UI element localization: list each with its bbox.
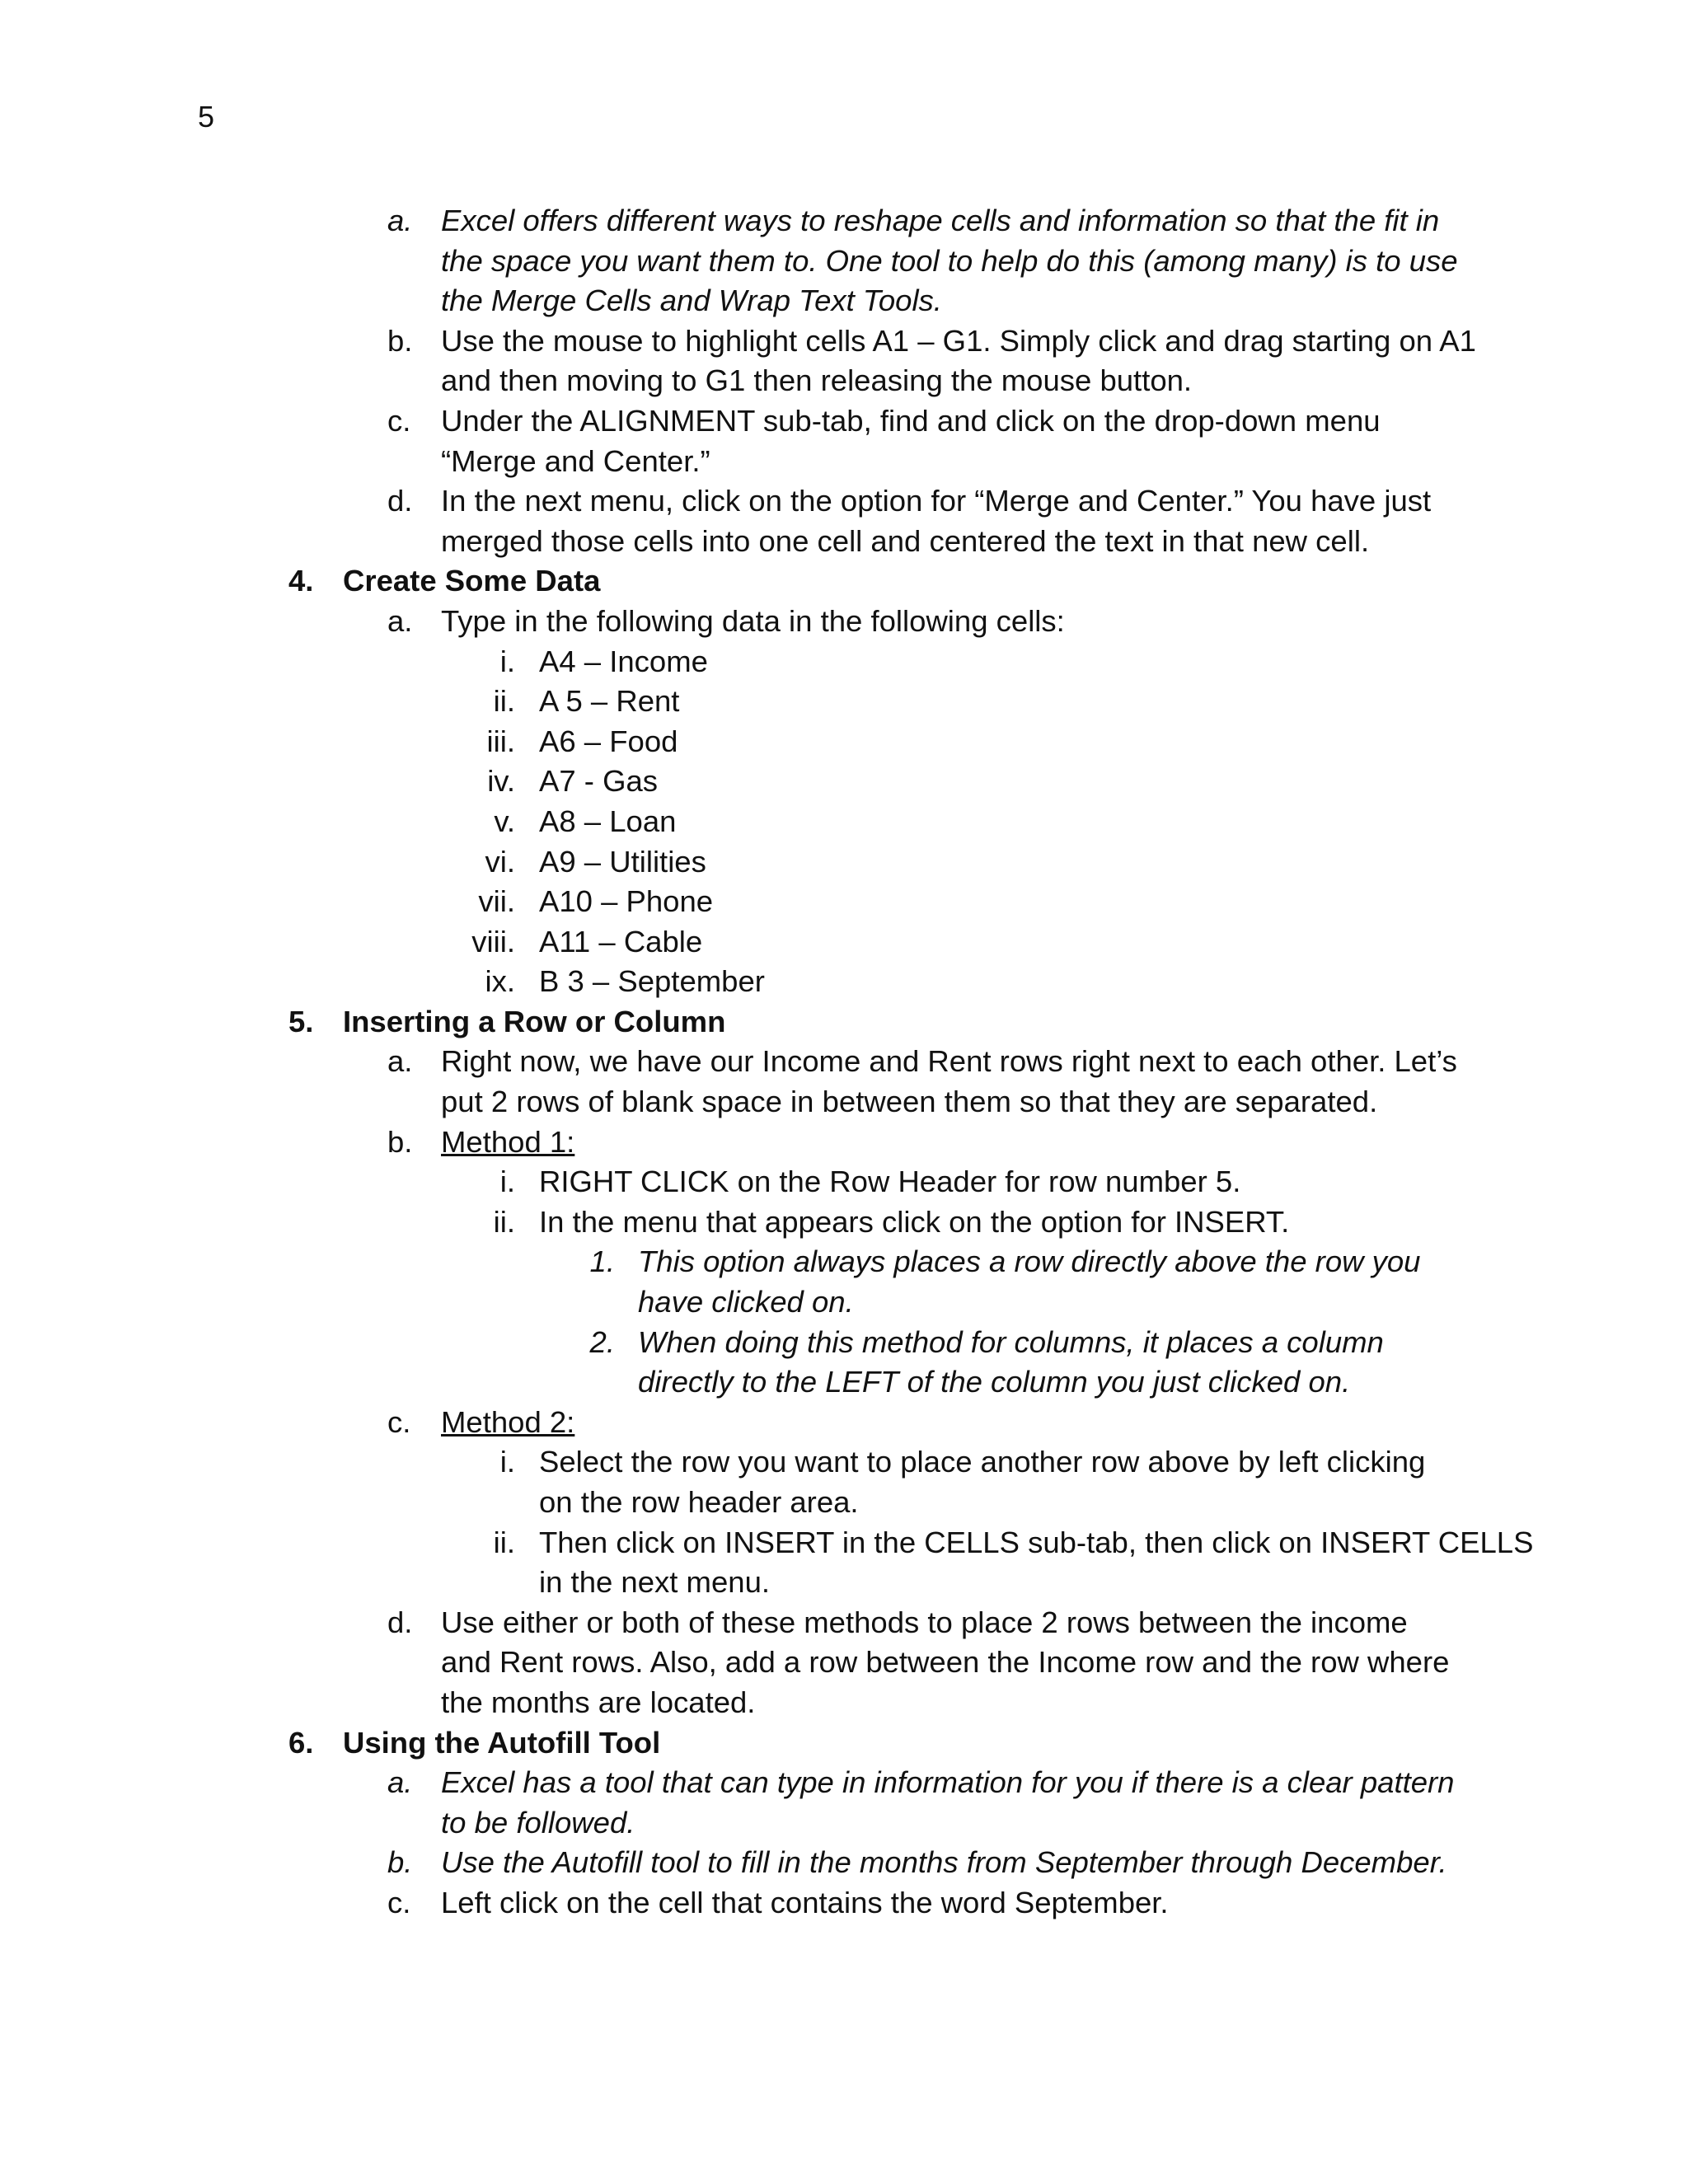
- document-line: [0, 1803, 1688, 1844]
- list-item-text: and Rent rows. Also, add a row between the Income row and the row where: [441, 1645, 1450, 1680]
- list-item-text: B 3 – September: [539, 964, 765, 999]
- list-marker: ix.: [485, 964, 515, 999]
- list-item-text: In the menu that appears click on the option for INSERT.: [539, 1204, 1290, 1239]
- document-line: [0, 201, 1688, 241]
- list-item-text: directly to the LEFT of the column you just clicked on.: [638, 1365, 1351, 1399]
- list-marker: ii.: [493, 684, 515, 719]
- list-item-text: Left click on the cell that contains the word September.: [441, 1885, 1169, 1919]
- list-item-text: have clicked on.: [638, 1285, 854, 1319]
- list-marker: a.: [387, 204, 413, 237]
- list-item-text: A7 - Gas: [539, 764, 659, 799]
- document-line: [0, 722, 1688, 762]
- list-item-text: Right now, we have our Income and Rent rows right next to each other. Let’s: [441, 1044, 1457, 1079]
- section-heading: Inserting a Row or Column: [343, 1004, 726, 1038]
- document-line: [0, 922, 1688, 963]
- list-marker: c.: [387, 1885, 411, 1919]
- list-item-text: Select the row you want to place another row above by left clicking: [539, 1445, 1426, 1479]
- list-item-text: the months are located.: [441, 1685, 756, 1719]
- list-marker: c.: [387, 1404, 411, 1439]
- list-item-text: A11 – Cable: [539, 924, 703, 958]
- list-item-text: A4 – Income: [539, 644, 708, 678]
- list-marker: d.: [387, 484, 413, 518]
- list-item-text: Type in the following data in the following cells:: [441, 603, 1065, 638]
- list-item-text: Then click on INSERT in the CELLS sub-tab, then click on INSERT CELLS: [539, 1525, 1534, 1559]
- document-line: [0, 561, 1688, 602]
- document-line: [0, 1242, 1688, 1282]
- section-heading: Create Some Data: [343, 564, 601, 598]
- list-marker: 2.: [589, 1324, 615, 1359]
- document-line: [0, 642, 1688, 682]
- list-item-text: put 2 rows of blank space in between them so that they are separated.: [441, 1085, 1378, 1119]
- list-marker: 4.: [288, 564, 314, 598]
- list-item-text: the Merge Cells and Wrap Text Tools.: [441, 284, 942, 318]
- document-line: [0, 1323, 1688, 1363]
- document-body: [0, 201, 1688, 1924]
- list-item-text: Use the Autofill tool to fill in the months from September through December.: [441, 1845, 1447, 1880]
- list-item-text: Method 2:: [441, 1404, 575, 1439]
- document-line: [0, 401, 1688, 442]
- document-line: [0, 1002, 1688, 1043]
- document-line: [0, 481, 1688, 522]
- document-line: [0, 842, 1688, 883]
- list-marker: iii.: [486, 724, 515, 758]
- list-item-text: In the next menu, click on the option for “Merge and Center.” You have just: [441, 484, 1432, 518]
- document-line: [0, 1843, 1688, 1883]
- document-line: [0, 241, 1688, 282]
- list-item-text: A6 – Food: [539, 724, 678, 758]
- list-marker: ii.: [493, 1204, 515, 1239]
- list-item-text: Excel has a tool that can type in information for you if there is a clear pattern: [441, 1765, 1455, 1800]
- list-item-text: A10 – Phone: [539, 884, 714, 919]
- document-line: [0, 361, 1688, 401]
- document-line: [0, 321, 1688, 362]
- list-marker: a.: [387, 1765, 413, 1800]
- document-line: [0, 281, 1688, 321]
- document-line: [0, 682, 1688, 722]
- list-marker: a.: [387, 603, 413, 638]
- list-marker: viii.: [471, 924, 515, 958]
- list-marker: d.: [387, 1605, 413, 1639]
- document-line: [0, 1362, 1688, 1403]
- document-line: [0, 882, 1688, 922]
- document-line: [0, 1763, 1688, 1803]
- document-line: [0, 602, 1688, 642]
- list-item-text: on the row header area.: [539, 1485, 859, 1519]
- list-marker: i.: [499, 1445, 515, 1479]
- document-line: [0, 442, 1688, 482]
- list-item-text: Use the mouse to highlight cells A1 – G1. Simply click and drag starting on A1: [441, 323, 1476, 358]
- list-marker: a.: [387, 1044, 413, 1079]
- document-line: [0, 1202, 1688, 1243]
- list-marker: b.: [387, 323, 413, 358]
- document-line: [0, 1883, 1688, 1924]
- list-item-text: and then moving to G1 then releasing the mouse button.: [441, 363, 1193, 398]
- document-line: [0, 1403, 1688, 1443]
- list-item-text: Under the ALIGNMENT sub-tab, find and click on the drop-down menu: [441, 403, 1381, 438]
- document-line: [0, 1523, 1688, 1563]
- page-number: 5: [198, 100, 215, 134]
- list-marker: b.: [387, 1124, 413, 1159]
- document-line: [0, 1563, 1688, 1603]
- document-line: [0, 1442, 1688, 1483]
- list-marker: b.: [387, 1845, 413, 1880]
- list-item-text: When doing this method for columns, it places a column: [638, 1324, 1384, 1359]
- document-line: [0, 1162, 1688, 1202]
- document-line: [0, 1122, 1688, 1163]
- list-marker: ii.: [493, 1525, 515, 1559]
- list-marker: 5.: [288, 1004, 314, 1038]
- list-item-text: Method 1:: [441, 1124, 575, 1159]
- list-item-text: merged those cells into one cell and centered the text in that new cell.: [441, 523, 1370, 558]
- list-marker: c.: [387, 403, 411, 438]
- list-marker: vi.: [485, 844, 515, 879]
- list-item-text: A9 – Utilities: [539, 844, 706, 879]
- document-line: [0, 522, 1688, 562]
- document-line: [0, 1042, 1688, 1082]
- document-line: [0, 1603, 1688, 1643]
- list-marker: i.: [499, 1165, 515, 1199]
- document-line: [0, 1483, 1688, 1523]
- document-line: [0, 1282, 1688, 1323]
- document-line: [0, 1683, 1688, 1723]
- list-item-text: This option always places a row directly above the row you: [638, 1244, 1421, 1279]
- document-line: [0, 802, 1688, 842]
- list-marker: 1.: [589, 1244, 615, 1279]
- document-line: [0, 962, 1688, 1002]
- document-line: [0, 1643, 1688, 1683]
- list-marker: v.: [494, 804, 515, 838]
- document-line: [0, 762, 1688, 802]
- list-item-text: RIGHT CLICK on the Row Header for row number 5.: [539, 1165, 1241, 1199]
- list-marker: 6.: [288, 1725, 314, 1760]
- list-marker: i.: [499, 644, 515, 678]
- document-line: [0, 1723, 1688, 1764]
- list-item-text: A 5 – Rent: [539, 684, 680, 719]
- list-item-text: “Merge and Center.”: [441, 443, 710, 478]
- list-item-text: A8 – Loan: [539, 804, 677, 838]
- list-item-text: Excel offers different ways to reshape cells and information so that the fit in: [441, 204, 1440, 237]
- list-item-text: Use either or both of these methods to place 2 rows between the income: [441, 1605, 1408, 1639]
- list-item-text: the space you want them to. One tool to help do this (among many) is to use: [441, 243, 1458, 278]
- list-item-text: to be followed.: [441, 1805, 635, 1840]
- list-marker: vii.: [478, 884, 515, 919]
- list-marker: iv.: [487, 764, 515, 799]
- section-heading: Using the Autofill Tool: [343, 1725, 661, 1760]
- list-item-text: in the next menu.: [539, 1565, 771, 1600]
- document-line: [0, 1082, 1688, 1122]
